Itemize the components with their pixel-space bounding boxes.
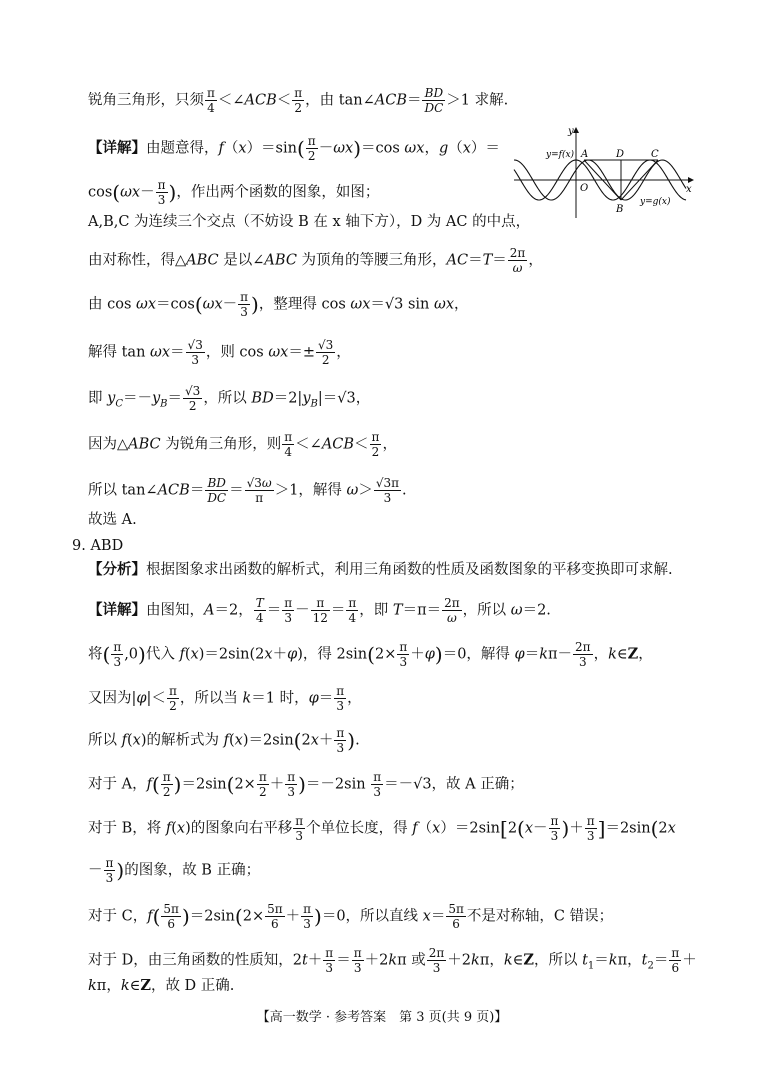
text-line-23: kπ，k∈Z，故 D 正确.: [88, 977, 235, 994]
text-line-2: 【详解】由题意得，f（x）＝sin( $\frac{\pi}{2}$ －ωx)＝cos ωx，g（x）＝: [88, 134, 500, 163]
label-x: x: [686, 184, 692, 195]
text-line-6: 由 cos ωx＝cos(ωx－ $\frac{\pi}{3}$ )，整理得 cos ωx＝√3 sin ωx，: [88, 290, 469, 319]
text-line-11: 故选 A.: [88, 512, 137, 528]
text-line-19: 对于 B，将 f(x)的图象向右平移 $\frac{\pi}{3}$ 个单位长度，得 f（x）＝2sin[2(x－ $\frac{\pi}{3}$ )＋ $\frac{\pi}{3}$ ]＝2sin(2x: [88, 814, 676, 843]
text-line-4: A,B,C 为连续三个交点（不妨设 B 在 x 轴下方），D 为 AC 的中点，: [88, 214, 531, 230]
text-line-15: 将( $\frac{\pi}{3}$ ,0)代入 f(x)＝2sin(2x＋φ)，得 2sin(2× $\frac{\pi}{3}$ ＋φ)＝0，解得 φ＝kπ－ $\frac{2\pi}{3}$ ，k∈Z，: [88, 640, 653, 669]
text-line-18: 对于 A，f( $\frac{\pi}{2}$ )＝2sin(2× $\frac{\pi}{2}$ ＋ $\frac{\pi}{3}$ )＝－2sin $\frac{\pi}{3}$ ＝－√3，故 A 正确；: [88, 770, 524, 799]
text-line-20: － $\frac{\pi}{3}$ )的图象，故 B 正确；: [88, 856, 261, 885]
x-axis-arrow: [688, 177, 694, 183]
text-line-5: 由对称性，得△ABC 是以∠ABC 为顶角的等腰三角形，AC＝T＝ $\frac{2\pi}{\omega}$ ，: [88, 246, 543, 275]
label-b: B: [616, 204, 624, 215]
text-line-17: 所以 f(x)的解析式为 f(x)＝2sin(2x＋ $\frac{\pi}{3}$ ).: [88, 726, 360, 755]
label-y: y: [568, 126, 574, 137]
page-footer: 【高一数学 · 参考答案 第 3 页(共 9 页)】: [256, 1010, 508, 1025]
text-line-14: 【详解】由图知，A＝2， $\frac{T}{4}$ ＝ $\frac{\pi}{3}$ － $\frac{\pi}{12}$ ＝ $\frac{\pi}{4}$ ，即 T＝π＝ $\frac{2\pi}{\omega}$ ，所以 ω＝2.: [88, 596, 551, 625]
text-line-1: 锐角三角形，只须 $\frac{\pi}{4}$ ＜∠ACB＜ $\frac{\pi}{2}$ ，由 tan∠ACB＝ $\frac{BD}{DC}$ ＞1 求解.: [88, 86, 509, 115]
text-line-9: 因为△ABC 为锐角三角形，则 $\frac{\pi}{4}$ ＜∠ACB＜ $\frac{\pi}{2}$ ，: [88, 430, 397, 459]
label-f: y=f(x): [546, 150, 575, 160]
label-d: D: [616, 149, 625, 160]
text-line-3: cos(ωx－ $\frac{\pi}{3}$ )，作出两个函数的图象，如图；: [88, 178, 380, 207]
function-graph-figure: [508, 124, 698, 220]
text-line-10: 所以 tan∠ACB＝ $\frac{BD}{DC}$ ＝ $\frac{√3\omega}{\pi}$ ＞1，解得 ω＞ $\frac{√3\pi}{3}$ .: [88, 476, 407, 505]
label-g: y=g(x): [640, 197, 671, 207]
text-line-21: 对于 C，f( $\frac{5\pi}{6}$ )＝2sin(2× $\frac{5\pi}{6}$ ＋ $\frac{\pi}{3}$ )＝0，所以直线 x＝ $\frac{5\pi}{6}$ 不是对称轴，C 错误；: [88, 902, 614, 931]
label-a: A: [581, 149, 589, 160]
text-line-7: 解得 tan ωx＝ $\frac{√3}{3}$ ，则 cos ωx＝± $\frac{√3}{2}$ ，: [88, 338, 351, 367]
y-axis-arrow: [573, 127, 579, 133]
text-line-22: 对于 D，由三角函数的性质知，2t＋ $\frac{\pi}{3}$ ＝ $\frac{\pi}{3}$ ＋2kπ 或 $\frac{2\pi}{3}$ ＋2kπ，k∈Z，所以 $t_1=k\pi$，$t_2=$ $\frac{\pi}{6}$ ＋: [88, 946, 697, 975]
label-c: C: [651, 149, 659, 160]
text-line-16: 又因为|φ|＜ $\frac{\pi}{2}$ ，所以当 k＝1 时，φ＝ $\frac{\pi}{3}$ ，: [88, 684, 362, 713]
text-line-13: 【分析】根据图象求出函数的解析式，利用三角函数的性质及函数图象的平移变换即可求解.: [88, 561, 673, 578]
text-line-12: 9. ABD: [72, 538, 124, 554]
text-line-8: 即 $y_C=-y_B=$ $\frac{√3}{2}$ ，所以 $BD=2|y_B|=√3$，: [88, 384, 371, 413]
label-o: O: [580, 183, 589, 194]
